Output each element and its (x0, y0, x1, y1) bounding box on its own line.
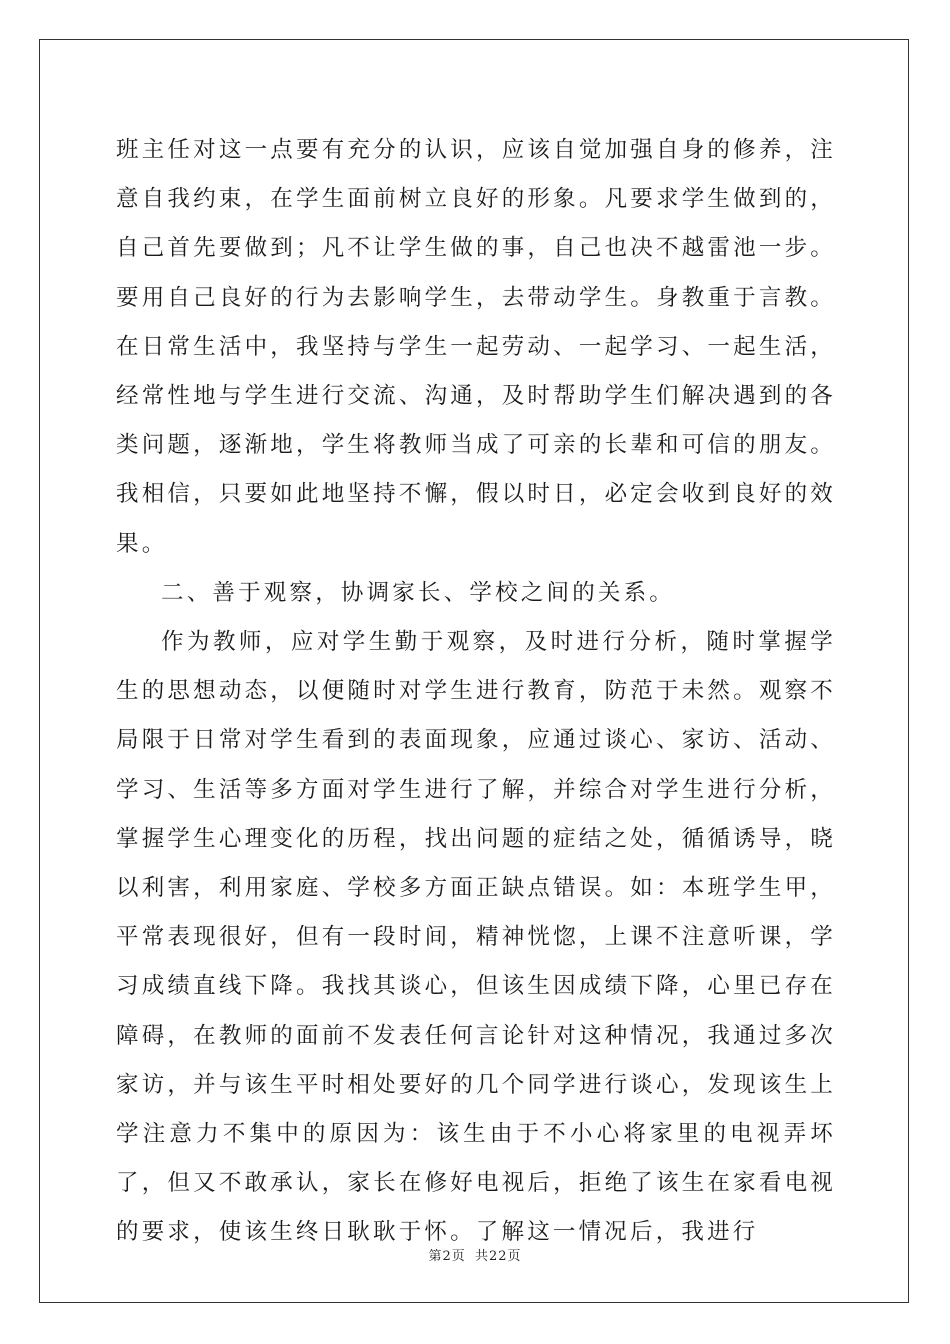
page-footer (0, 1245, 950, 1264)
page-total: 共22页 (474, 1249, 522, 1264)
section-heading-2: 二、善于观察，协调家长、学校之间的关系。 (161, 579, 676, 606)
paragraph-3: 作为教师，应对学生勤于观察，及时进行分析，随时掌握学生的思想动态，以便随时对学生进行教育，防范于未然。观察不局限于日常对学生看到的表面现象，应通过谈心、家访、活动、学习、生活等多方面对学生进行了解，并综合对学生进行分析，掌握学生心理变化的历程，找出问题的症结之处，循循诱导，晓以利害，利用家庭、学校多方面正缺点错误。如：本班学生甲，平常表现很好，但有一段时间，精神恍惚，上课不注意听课，学习成绩直线下降。我找其谈心，但该生因成绩下降，心里已存在障碍，在教师的面前不发表任何言论针对这种情况，我通过多次家访，并与该生平时相处要好的几个同学进行谈心，发现该生上学注意力不集中的原因为：该生由于不小心将家里的电视弄坏了，但又不敢承认，家长在修好电视后，拒绝了该生在家看电视的要求，使该生终日耿耿于怀。了解这一情况后，我进行 (116, 629, 836, 1246)
paragraph-1: 班主任对这一点要有充分的认识，应该自觉加强自身的修养，注意自我约束，在学生面前树立良好的形象。凡要求学生做到的，自己首先要做到；凡不让学生做的事，自己也决不越雷池一步。要用自己良好的行为去影响学生，去带动学生。身教重于言教。在日常生活中，我坚持与学生一起劳动、一起学习、一起生活，经常性地与学生进行交流、沟通，及时帮助学生们解决遇到的各类问题，逐渐地，学生将教师当成了可亲的长辈和可信的朋友。我相信，只要如此地坚持不懈，假以时日，必定会收到良好的效果。 (116, 137, 836, 557)
document-body (116, 126, 836, 1258)
page-number: 第2页 (428, 1249, 466, 1264)
